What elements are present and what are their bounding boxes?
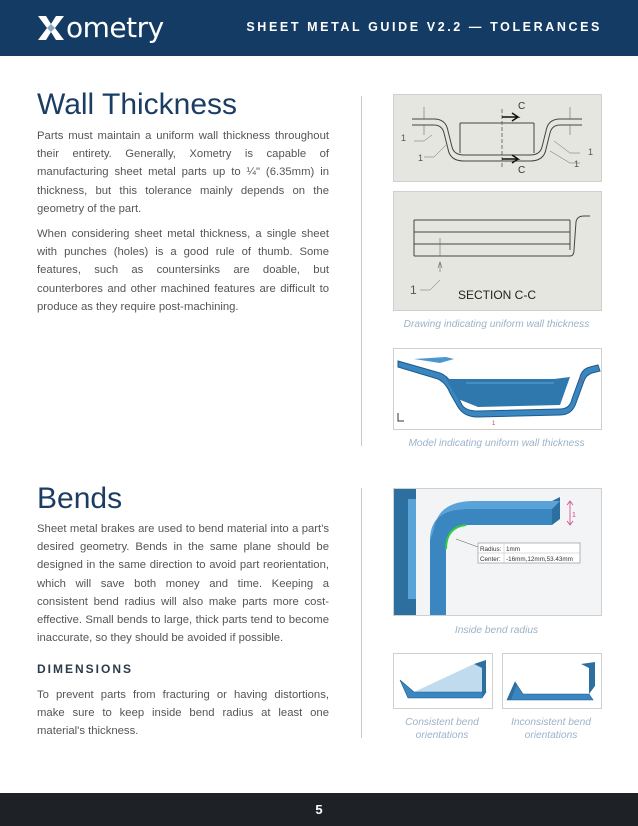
bends-paragraph: Sheet metal brakes are used to bend material into a part's desired geometry. Bends in the same plane should be designed in the same direction to avoid part reorientation, which will save both money and time. Keeping a consistent bend radius will also make parts more cost-effective. Small bends to large, thick parts tend to become inaccurate, so they should be avoided if possible. [37, 523, 329, 645]
center-label: Center: [480, 556, 501, 563]
guide-title: SHEET METAL GUIDE V2.2 — TOLERANCES [246, 20, 602, 34]
dimension-label-1c: 1 [588, 147, 594, 157]
wall-drawing-front [393, 94, 602, 182]
section-view-drawing [394, 192, 601, 310]
radius-label: Radius: [480, 546, 502, 553]
inconsistent-caption: Inconsistent bend orientations [511, 717, 591, 741]
radius-value: 1mm [506, 546, 520, 553]
wall-model-render [394, 349, 601, 429]
page-number: 5 [315, 802, 323, 817]
center-value: -16mm,12mm,53.43mm [506, 556, 573, 563]
brand-name: ometry [66, 11, 164, 44]
wall-thickness-paragraph-2: When considering sheet metal thickness, a single sheet with punches (holes) is a good rule of thumb. Some features, such as countersinks are doable, but counterbores and other machined features are difficult to produce as they require post-machining. [37, 228, 329, 313]
inconsistent-bends-render [503, 654, 601, 708]
dimension-label-1b: 1 [418, 153, 424, 163]
model-dimension-1b: 1 [492, 421, 496, 427]
dimension-label-1d: 1 [574, 159, 580, 169]
consistent-caption: Consistent bend orientations [405, 717, 479, 741]
bend-radius-figure [393, 488, 602, 616]
dimensions-paragraph: To prevent parts from fracturing or having distortions, make sure to keep inside bend radius at least one material's thickness. [37, 689, 329, 738]
model-dimension-1a: 1 [580, 379, 584, 385]
brand-logo [36, 11, 164, 45]
model-caption: Model indicating uniform wall thickness [408, 438, 585, 449]
inside-bend-caption: Inside bend radius [454, 625, 539, 636]
section-label-c-top: C [518, 101, 526, 112]
bends-title: Bends [37, 482, 123, 515]
section-dimension-label-1: 1 [410, 283, 417, 297]
bend-thickness-dimension: 1 [572, 512, 576, 519]
consistent-bends-figure [393, 653, 493, 709]
xometry-x-logo-icon [36, 13, 66, 43]
wall-thickness-paragraph-1: Parts must maintain a uniform wall thickness throughout their entirety. Generally, Xometry is capable of manufacturing sheet metal parts up to ¼" (6.35mm) in thickness, but this tolerance mainly depends on the geometry of the part. [37, 130, 329, 215]
consistent-bends-render [394, 654, 492, 708]
dimension-label-1a: 1 [401, 133, 407, 143]
dimensions-heading: DIMENSIONS [37, 662, 134, 676]
front-view-drawing [394, 95, 601, 181]
bend-radius-render [394, 489, 601, 615]
page-header [0, 0, 638, 56]
inconsistent-bends-figure [502, 653, 602, 709]
section-divider-bottom [361, 488, 362, 738]
wall-drawing-section [393, 191, 602, 311]
page-footer [0, 793, 638, 826]
drawing-caption: Drawing indicating uniform wall thickness [403, 319, 590, 330]
wall-model-figure [393, 348, 602, 430]
section-divider-top [361, 96, 362, 446]
section-c-c-label: SECTION C-C [458, 288, 536, 302]
wall-thickness-title: Wall Thickness [37, 88, 238, 121]
section-label-c-bottom: C [518, 165, 526, 176]
